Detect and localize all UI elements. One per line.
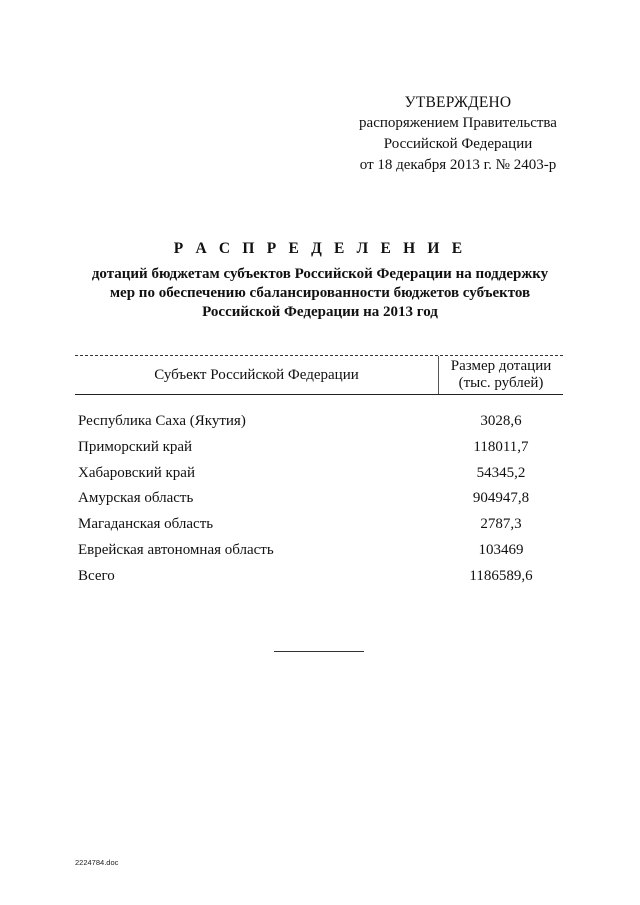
- row-subject: Хабаровский край: [78, 464, 195, 481]
- approval-stamp: [340, 92, 576, 176]
- row-amount: 904947,8: [472, 490, 530, 507]
- approval-line-2: Российской Федерации: [383, 136, 533, 152]
- subtitle-line-1: дотаций бюджетам субъектов Российской Федерации на поддержку: [91, 266, 549, 282]
- document-title: Р А С П Р Е Д Е Л Е Н И Е: [173, 240, 467, 257]
- table-header: [75, 355, 563, 395]
- table-row: [75, 439, 563, 465]
- table-row-total: [75, 568, 563, 594]
- approval-line-1: распоряжением Правительства: [359, 115, 557, 131]
- row-amount-total: 1186589,6: [469, 567, 533, 584]
- row-subject: Еврейская автономная область: [78, 541, 274, 558]
- row-amount: 54345,2: [476, 464, 526, 481]
- subtitle-line-2: мер по обеспечению сбалансированности бюджетов субъектов: [109, 285, 531, 301]
- row-amount: 3028,6: [480, 413, 522, 429]
- approval-title: УТВЕРЖДЕНО: [404, 94, 512, 111]
- row-subject: Магаданская область: [78, 516, 214, 533]
- table-body: [75, 413, 563, 594]
- row-amount: 103469: [478, 541, 524, 558]
- table-row: [75, 465, 563, 491]
- row-amount: 118011,7: [473, 438, 529, 455]
- table-row: [75, 490, 563, 516]
- header-amount-line-1: Размер дотации: [450, 358, 552, 374]
- footer-doc-code: 2224784.doc: [75, 858, 119, 867]
- row-subject: Приморский край: [78, 438, 193, 455]
- end-divider: [274, 651, 364, 652]
- subtitle-line-3: Российской Федерации на 2013 год: [202, 304, 438, 320]
- row-subject: Амурская область: [78, 490, 194, 507]
- table-row: [75, 516, 563, 542]
- row-subject-total: Всего: [78, 567, 115, 584]
- header-amount: [439, 356, 563, 394]
- header-subject: Субъект Российской Федерации: [75, 356, 439, 394]
- document-subtitle: [60, 265, 580, 322]
- header-amount-line-2: (тыс. рублей): [458, 375, 544, 391]
- row-amount: 2787,3: [480, 516, 522, 533]
- table-row: [75, 542, 563, 568]
- row-subject: Республика Саха (Якутия): [78, 413, 246, 429]
- approval-line-3: от 18 декабря 2013 г. № 2403-р: [359, 157, 557, 173]
- table-row: [75, 413, 563, 439]
